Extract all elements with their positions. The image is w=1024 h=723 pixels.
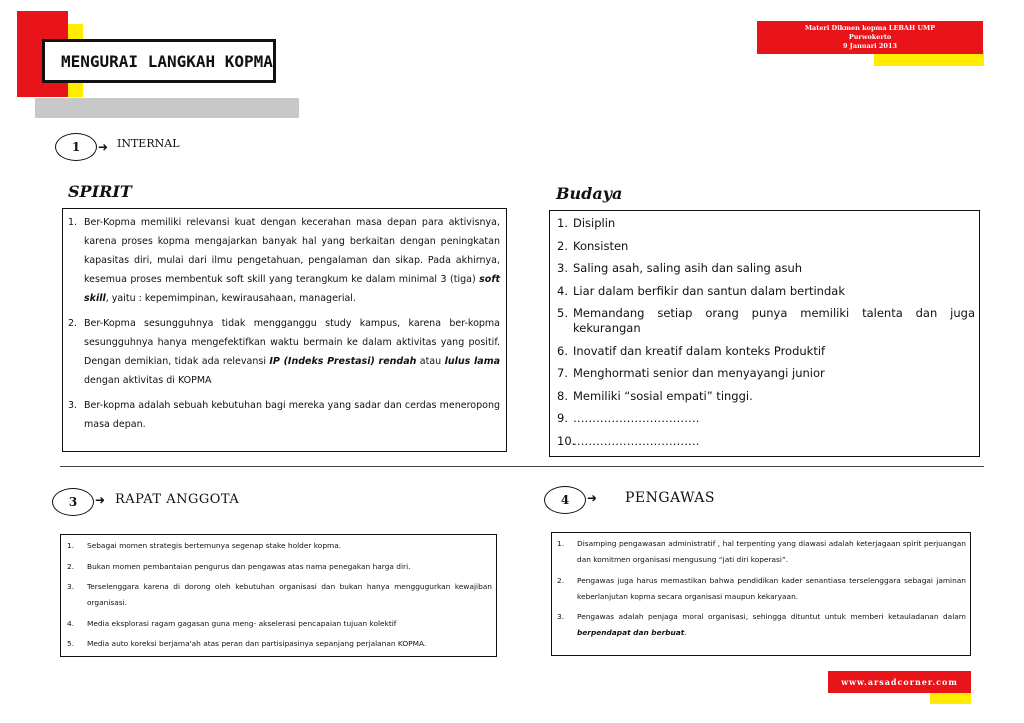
budaya-item-text: …………………………… <box>573 433 700 448</box>
pengawas-item-text <box>577 536 966 568</box>
budaya-item-text: Inovatif dan kreatif dalam konteks Produktif <box>573 343 826 358</box>
body-text: Disamping pengawasan administratif , hal terpenting yang diawasi adalah keterjagaan spirit perjuangan dan komitmen organisasi mengusung “jati diri koperasi”. <box>577 539 966 564</box>
emphasis-text: IP (Indeks Prestasi) rendah <box>269 356 417 367</box>
rapat-anggota-item <box>67 559 492 575</box>
header-grey-bar <box>35 98 299 118</box>
budaya-item <box>557 216 975 231</box>
budaya-item-number: 10. <box>557 433 576 448</box>
info-line1: Materi Dikmen kopma LEBAH UMP <box>804 24 936 32</box>
budaya-item <box>557 389 975 404</box>
budaya-item <box>557 239 975 254</box>
section3-arrow-icon: ➜ <box>95 493 106 507</box>
rapat-anggota-item <box>67 636 492 652</box>
spirit-box <box>62 208 507 452</box>
budaya-item-number: 1. <box>557 216 568 230</box>
rapat-anggota-item-text: Bukan momen pembantaian pengurus dan pengawas atas nama penegakan harga diri. <box>87 561 411 571</box>
rapat-anggota-item-text: Sebagai momen strategis bertemunya segenap stake holder kopma. <box>87 541 342 550</box>
rapat-anggota-item <box>67 579 492 611</box>
pengawas-item <box>557 536 966 568</box>
section4-number: 4 <box>544 486 586 514</box>
emphasis-text: berpendapat dan berbuat <box>577 628 685 637</box>
rapat-anggota-item <box>67 538 492 554</box>
budaya-item-text: Liar dalam berfikir dan santun dalam bertindak <box>573 283 845 298</box>
budaya-item-number: 7. <box>557 366 568 380</box>
emphasis-text: soft skill <box>84 274 500 304</box>
spirit-item-number: 2. <box>68 318 78 329</box>
rapat-anggota-list <box>67 538 492 652</box>
budaya-item-text: Memandang setiap orang punya memiliki talenta dan juga kekurangan <box>573 306 975 335</box>
budaya-list <box>557 216 975 449</box>
budaya-item <box>557 306 975 336</box>
budaya-item-text: Konsisten <box>573 238 629 253</box>
body-text: . <box>684 628 687 637</box>
spirit-item <box>68 314 500 390</box>
budaya-item-text: Saling asah, saling asih dan saling asuh <box>573 261 803 275</box>
section-divider <box>60 466 984 467</box>
budaya-item <box>557 261 975 276</box>
budaya-item-text: Memiliki “sosial empati” tinggi. <box>573 388 753 403</box>
budaya-item-number: 8. <box>557 388 568 403</box>
rapat-anggota-item-text: Terselenggara karena di dorong oleh kebutuhan organisasi dan bukan hanya menggugurkan kewajiban organisasi. <box>87 582 492 607</box>
pengawas-item <box>557 609 966 641</box>
page-title: MENGURAI LANGKAH KOPMA <box>42 39 276 83</box>
budaya-item <box>557 366 975 381</box>
footer-website[interactable]: www.arsadcorner.com <box>828 671 971 693</box>
spirit-item-text <box>84 314 500 390</box>
budaya-item <box>557 434 975 449</box>
section3-label: RAPAT ANGGOTA <box>115 492 240 507</box>
spirit-item-number: 1. <box>68 217 78 228</box>
pengawas-item <box>557 573 966 605</box>
pengawas-list <box>557 536 966 641</box>
body-text: , yaitu : kepemimpinan, kewirausahaan, managerial. <box>105 293 356 304</box>
budaya-heading: Budaya <box>556 184 623 203</box>
budaya-item-number: 9. <box>557 411 568 425</box>
info-line2: Purwokerto <box>848 33 892 41</box>
body-text: Ber-Kopma memiliki relevansi kuat dengan kecerahan masa depan para aktivisnya, karena proses kopma mengajarkan banyak hal yang berkaitan dengan peningkatan kapasitas diri, mulai dari ilmu pengetahuan, pengalaman dan sikap. Pada akhirnya, kesemua proses membentuk soft skill yang terangkum ke dalam minimal 3 (tiga) <box>84 217 500 285</box>
pengawas-item-text <box>577 573 966 605</box>
spirit-list <box>68 213 500 434</box>
section4-arrow-icon: ➜ <box>587 491 598 505</box>
spirit-item-text <box>84 213 500 308</box>
spirit-item <box>68 213 500 308</box>
section1-number: 1 <box>55 133 97 161</box>
pengawas-item-text <box>577 609 966 641</box>
emphasis-text: lulus lama <box>444 356 500 367</box>
body-text: dengan aktivitas di KOPMA <box>84 375 212 386</box>
budaya-item-text: …………………………… <box>573 411 700 425</box>
budaya-box <box>549 210 980 457</box>
rapat-anggota-item <box>67 616 492 632</box>
pengawas-item-number: 1. <box>557 539 565 548</box>
budaya-item-number: 5. <box>557 306 568 320</box>
body-text: atau <box>416 356 445 367</box>
pengawas-item-number: 2. <box>557 575 565 585</box>
spirit-heading: SPIRIT <box>68 182 132 201</box>
spirit-item-text <box>84 396 500 434</box>
rapat-anggota-item-number: 3. <box>67 582 75 591</box>
rapat-anggota-item-number: 4. <box>67 618 75 628</box>
rapat-anggota-box <box>60 534 497 657</box>
rapat-anggota-item-number: 1. <box>67 541 75 550</box>
pengawas-box <box>551 532 971 656</box>
info-box <box>757 21 983 54</box>
rapat-anggota-item-text: Media auto koreksi berjama'ah atas peran dan partisipasinya sepanjang perjalanan KOPMA. <box>87 639 427 648</box>
budaya-item-number: 2. <box>557 238 568 253</box>
budaya-item <box>557 344 975 359</box>
budaya-item <box>557 284 975 299</box>
body-text: Pengawas adalah penjaga moral organisasi, sehingga dituntut untuk memberi ketauladanan dalam <box>577 612 966 621</box>
pengawas-item-number: 3. <box>557 612 565 621</box>
spirit-item-number: 3. <box>68 400 78 411</box>
section1-label: INTERNAL <box>117 137 180 150</box>
budaya-item-text: Disiplin <box>573 216 616 230</box>
budaya-item <box>557 411 975 426</box>
budaya-item-text: Menghormati senior dan menyayangi junior <box>573 366 825 380</box>
body-text: Pengawas juga harus memastikan bahwa pendidikan kader senantiasa terselenggara sebagai jaminan keberlanjutan kopma secara organisasi maupun kekaryaan. <box>577 575 966 601</box>
section1-arrow-icon: ➜ <box>98 140 109 154</box>
budaya-item-number: 3. <box>557 261 568 275</box>
section4-label: PENGAWAS <box>625 490 716 506</box>
section3-number: 3 <box>52 488 94 516</box>
info-line3: 9 Januari 2013 <box>843 42 897 50</box>
body-text: Ber-Kopma sesungguhnya tidak mengganggu study kampus, karena ber-kopma sesungguhnya hanya mengefektifkan waktu bermain ke dalam aktivitas yang positif. Dengan demikian, tidak ada relevansi <box>84 318 500 367</box>
body-text: Ber-kopma adalah sebuah kebutuhan bagi mereka yang sadar dan cerdas meneropong masa depan. <box>84 400 500 430</box>
rapat-anggota-item-text: Media eksplorasi ragam gagasan guna meng- akselerasi pencapaian tujuan kolektif <box>87 618 397 628</box>
budaya-item-number: 6. <box>557 343 568 358</box>
rapat-anggota-item-number: 2. <box>67 561 75 571</box>
rapat-anggota-item-number: 5. <box>67 639 75 648</box>
spirit-item <box>68 396 500 434</box>
budaya-item-number: 4. <box>557 283 568 298</box>
